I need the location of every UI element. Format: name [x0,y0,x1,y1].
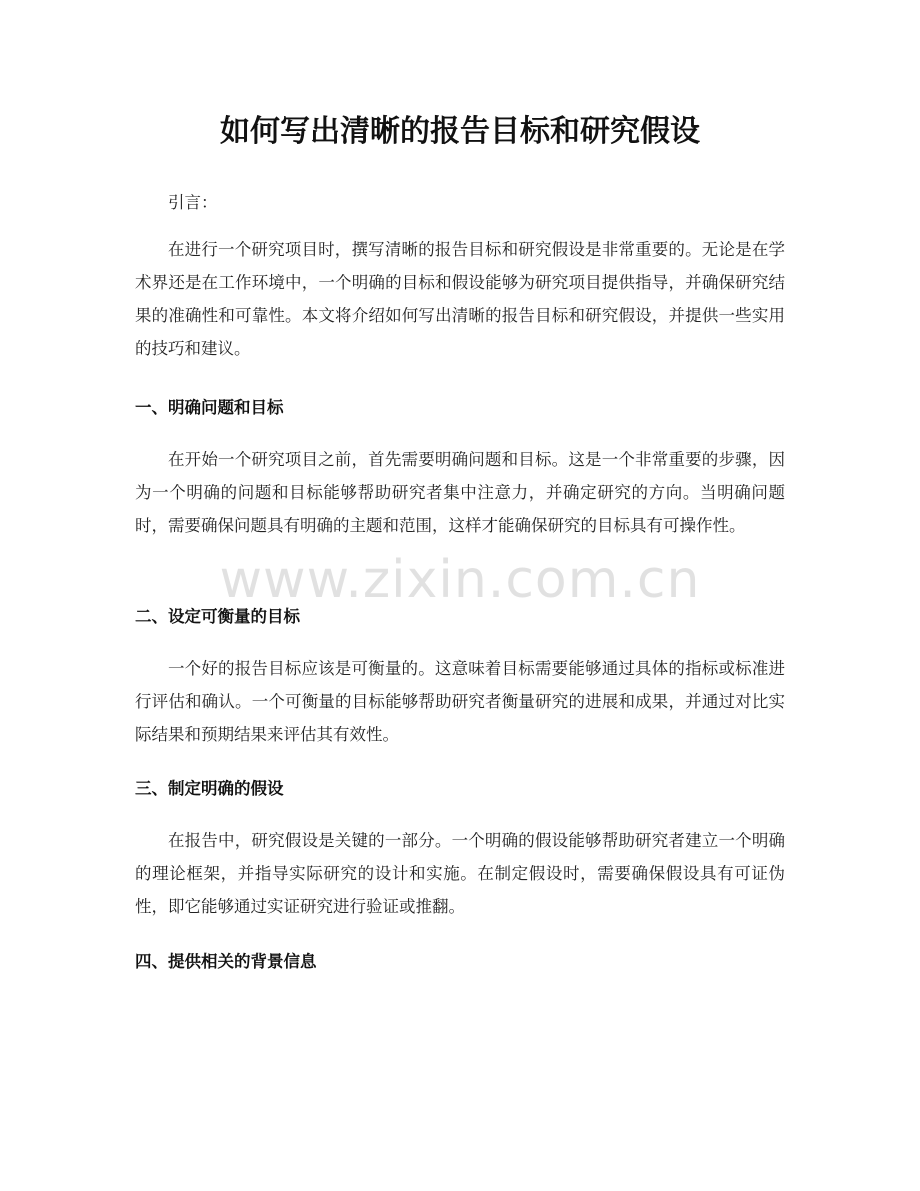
section-paragraph-3: 在报告中，研究假设是关键的一部分。一个明确的假设能够帮助研究者建立一个明确的理论框架，并指导实际研究的设计和实施。在制定假设时，需要确保假设具有可证伪性，即它能够通过实证研究进行验证或推翻。 [135,831,785,916]
section-heading-4: 四、提供相关的背景信息 [135,952,317,971]
section-paragraph-2: 一个好的报告目标应该是可衡量的。这意味着目标需要能够通过具体的指标或标准进行评估和确认。一个可衡量的目标能够帮助研究者衡量研究的进展和成果，并通过对比实际结果和预期结果来评估其有效性。 [135,659,785,744]
intro-paragraph: 在进行一个研究项目时，撰写清晰的报告目标和研究假设是非常重要的。无论是在学术界还是在工作环境中，一个明确的目标和假设能够为研究项目提供指导，并确保研究结果的准确性和可靠性。本文将介绍如何写出清晰的报告目标和研究假设，并提供一些实用的技巧和建议。 [135,240,785,358]
section-heading-3: 三、制定明确的假设 [135,779,284,798]
section-heading-2: 二、设定可衡量的目标 [135,607,300,626]
section-paragraph-1: 在开始一个研究项目之前，首先需要明确问题和目标。这是一个非常重要的步骤，因为一个明确的问题和目标能够帮助研究者集中注意力，并确定研究的方向。当明确问题时，需要确保问题具有明确的主题和范围，这样才能确保研究的目标具有可操作性。 [135,450,785,535]
document-title: 如何写出清晰的报告目标和研究假设 [220,114,700,149]
watermark: www.zixin.com.cn [219,550,701,610]
intro-label: 引言： [168,193,218,212]
section-heading-1: 一、明确问题和目标 [135,398,284,417]
